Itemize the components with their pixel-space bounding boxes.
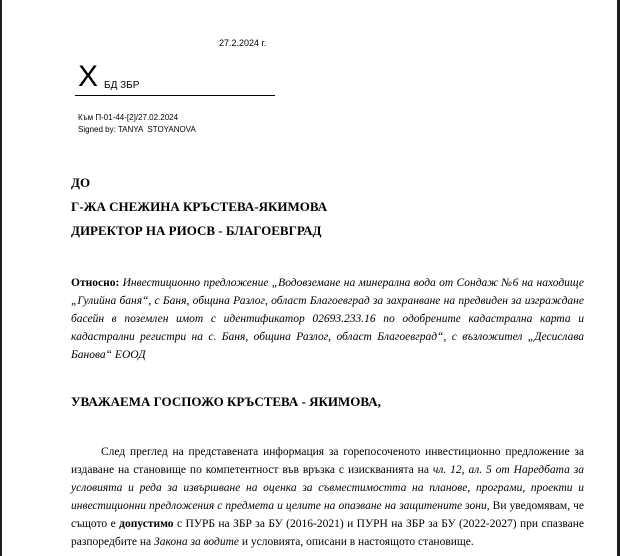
signature-signer: БД ЗБР bbox=[104, 80, 140, 91]
body-text-3: с ПУРБ на ЗБР за БУ (2016-2021) и ПУРН на ЗБР за БУ (2022-2027) при спазване разпоредбите на bbox=[71, 518, 585, 548]
body-water-act-ref: Закона за водите bbox=[154, 536, 239, 548]
body-paragraph bbox=[71, 443, 584, 551]
addressee-position: ДИРЕКТОР НА РИОСВ - БЛАГОЕВГРАД bbox=[71, 223, 322, 238]
regarding-label: Относно: bbox=[71, 277, 120, 289]
signature-reference: Към П-01-44-[2]/27.02.2024 bbox=[78, 113, 179, 122]
regarding-text: Инвестиционно предложение „Водовземане на минерална вода от Сондаж №6 на находище „Гулийна баня“, с Баня, община Разлог, област Благоевград за захранване на предвиден за изграждане басейн в поземлен имот с идентификатор 02693.233.16 по одобрените кадастрална карта и кадастрални регистри на с. Баня, община Разлог, област Благоевград“, с възложител „Десислава Банова“ ЕООД bbox=[71, 277, 585, 361]
signature-signed-by: Signed by: TANYA STOYANOVA bbox=[78, 125, 196, 134]
left-edge bbox=[0, 0, 2, 556]
addressee-to: ДО bbox=[71, 175, 91, 190]
body-text-4: и условията, описани в настоящото становище. bbox=[239, 536, 474, 548]
body-text-1: След преглед на представената информация за горепосоченото инвестиционно предложение за издаване на становище по компетентност във връзка с изискванията на bbox=[71, 446, 584, 476]
body-text-2: , Ви уведомявам, че същото е bbox=[71, 500, 585, 530]
signature-date: 27.2.2024 г. bbox=[219, 38, 267, 48]
salutation: УВАЖАЕМА ГОСПОЖО КРЪСТЕВА - ЯКИМОВА, bbox=[71, 394, 381, 409]
body-admissible: допустимо bbox=[119, 518, 174, 530]
body-regulation-ref: чл. 12, ал. 5 от Наредбата за условията и реда за извършване на оценка за съвместимостта на планове, програми, проекти и инвестиционни предложения с предмета и целите на опазване на защитените зони bbox=[71, 464, 584, 512]
signature-mark: X bbox=[78, 60, 99, 93]
signature-line bbox=[75, 95, 275, 96]
regarding-paragraph bbox=[71, 274, 584, 364]
addressee-name: Г-ЖА СНЕЖИНА КРЪСТЕВА-ЯКИМОВА bbox=[71, 199, 328, 214]
